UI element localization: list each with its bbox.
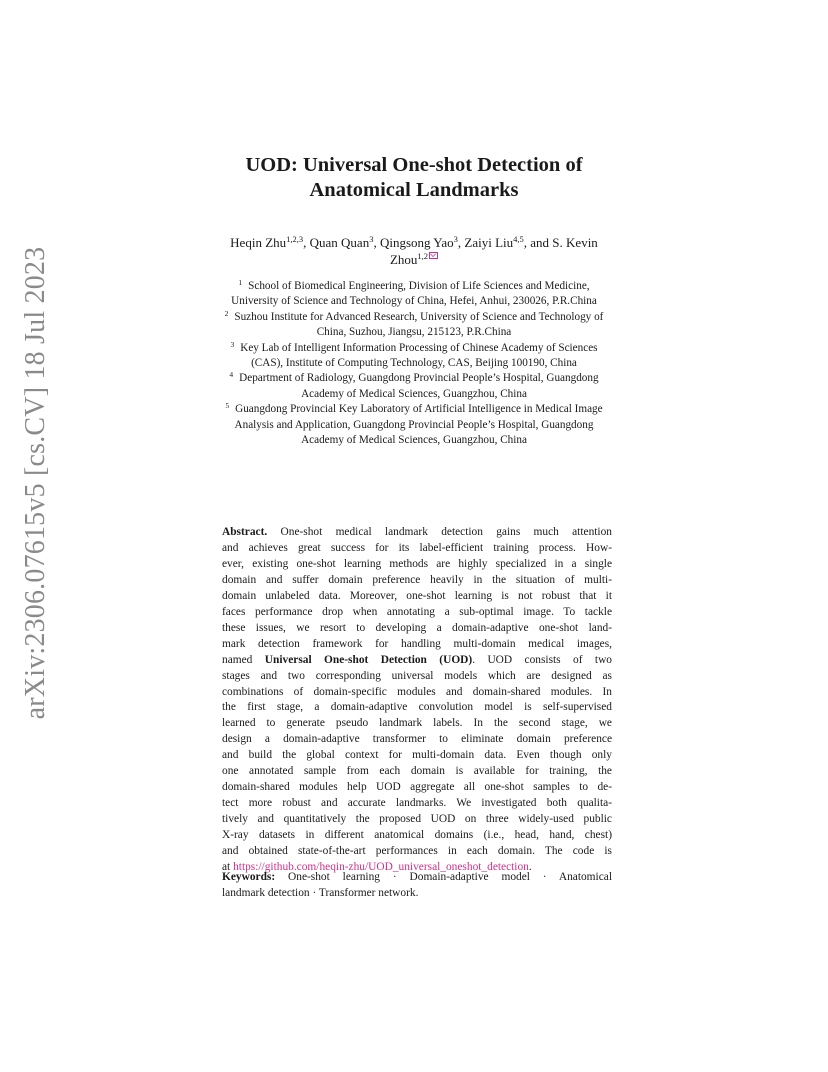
affiliation-line	[0, 279, 828, 294]
abstract-line: and achieves great success for its label-efficient training process. How-	[222, 541, 612, 554]
abstract-line: the first stage, a domain-adaptive convolution model is self-supervised	[222, 701, 612, 714]
affiliation-text: School of Biomedical Engineering, Division of Life Sciences and Medicine,	[248, 280, 590, 292]
abstract-line: one annotated sample from each domain is available for training, the	[222, 765, 612, 778]
abstract-line: tect more robust and accurate landmarks. We investigated both qualita-	[222, 797, 612, 810]
arxiv-side-stamp: arXiv:2306.07615v5 [cs.CV] 18 Jul 2023	[20, 246, 51, 720]
affiliation-line	[0, 371, 828, 386]
affiliations	[0, 279, 828, 448]
keywords-heading: Keywords:	[222, 871, 276, 883]
affiliation-line	[0, 341, 828, 356]
author-name: , and S. Kevin	[523, 235, 598, 250]
abstract-line: tively and quantitatively the proposed UOD on three widely-used public	[222, 813, 612, 826]
abstract-line: learned to generate pseudo landmark labels. In the second stage, we	[222, 717, 612, 730]
abstract-line	[222, 653, 612, 669]
affiliation-line	[0, 418, 828, 433]
affiliation-text: China, Suzhou, Jiangsu, 215123, P.R.China	[316, 326, 512, 339]
affiliation-text: Analysis and Application, Guangdong Provincial People’s Hospital, Guangdong	[234, 418, 594, 431]
abstract-line: faces performance drop when annotating a sub-optimal image. To tackle	[222, 605, 612, 618]
abstract-text: One-shot medical landmark detection gains much attention	[280, 526, 612, 538]
author-line-2	[0, 251, 828, 268]
affiliation-line	[0, 356, 828, 371]
keywords-line: landmark detection · Transformer network.	[222, 886, 419, 899]
abstract-line: domain and suffer domain preference heavily in the situation of multi-	[222, 573, 612, 586]
affiliation-number: 1	[238, 278, 243, 287]
affiliation-line	[0, 402, 828, 417]
affiliation-text: Guangdong Provincial Key Laboratory of Artificial Intelligence in Medical Image	[235, 403, 603, 416]
author-affil-sup: 3	[369, 234, 374, 244]
author-name: , Zaiyi Liu	[457, 235, 514, 250]
keywords-line	[222, 870, 612, 886]
affiliation-line	[0, 294, 828, 309]
code-link[interactable]: https://github.com/heqin-zhu/UOD_universal_oneshot_detection	[233, 861, 529, 874]
affiliation-number: 3	[230, 339, 235, 349]
author-name: Heqin Zhu	[230, 235, 287, 250]
author-affil-sup: 4,5	[513, 234, 524, 244]
abstract-text: . UOD consists of two	[472, 653, 612, 666]
affiliation-line	[0, 387, 828, 402]
affiliation-text: Suzhou Institute for Advanced Research, University of Science and Technology of	[234, 310, 604, 323]
author-name: , Qingsong Yao	[373, 235, 454, 250]
abstract-text: at	[222, 861, 234, 874]
author-line-1	[0, 234, 828, 251]
affiliation-text: Academy of Medical Sciences, Guangzhou, China	[301, 434, 527, 447]
abstract-line: stages and two corresponding universal models which are designed as	[222, 669, 612, 682]
affiliation-number: 5	[225, 401, 230, 411]
affiliation-line	[0, 433, 828, 448]
method-name: Universal One-shot Detection (UOD)	[264, 653, 473, 666]
abstract-line: combinations of domain-specific modules and domain-shared modules. In	[222, 685, 612, 698]
envelope-icon[interactable]	[429, 252, 438, 259]
author-affil-sup: 1,2	[417, 251, 429, 261]
affiliation-number: 4	[229, 370, 234, 380]
affiliation-text: Academy of Medical Sciences, Guangzhou, China	[301, 387, 527, 400]
affiliation-text: University of Science and Technology of China, Hefei, Anhui, 230026, P.R.China	[231, 295, 597, 308]
abstract-line: design a domain-adaptive transformer to eliminate domain preference	[222, 733, 612, 746]
abstract-line: domain-shared modules help UOD aggregate all one-shot samples to de-	[222, 781, 612, 794]
abstract-line: mark detection framework for handling multi-domain medical images,	[222, 637, 612, 650]
author-name: , Quan Quan	[303, 235, 370, 250]
abstract-line: and build the global context for multi-domain data. Even though only	[222, 749, 612, 762]
abstract-heading: Abstract.	[222, 526, 268, 538]
abstract-text: named	[222, 653, 265, 666]
affiliation-line	[0, 310, 828, 325]
title-line-1: UOD: Universal One-shot Detection of	[245, 154, 583, 176]
affiliation-text: Department of Radiology, Guangdong Provincial People’s Hospital, Guangdong	[239, 372, 599, 385]
abstract-line: and obtained state-of-the-art performances in each domain. The code is	[222, 845, 612, 858]
abstract-line: domain unlabeled data. Moreover, one-shot learning is not robust that it	[222, 589, 612, 602]
abstract-text: .	[528, 861, 532, 874]
keywords	[222, 870, 612, 902]
affiliation-text: (CAS), Institute of Computing Technology, CAS, Beijing 100190, China	[251, 357, 577, 370]
author-list	[0, 234, 828, 268]
abstract-line: these issues, we resort to developing a domain-adaptive one-shot land-	[222, 621, 612, 634]
affiliation-line	[0, 325, 828, 340]
affiliation-text: Key Lab of Intelligent Information Processing of Chinese Academy of Sciences	[240, 341, 598, 354]
author-affil-sup: 3	[453, 234, 458, 244]
author-affil-sup: 1,2,3	[286, 234, 304, 244]
abstract-line: ever, existing one-shot learning methods are highly specialized in a single	[222, 557, 612, 570]
abstract-line: X-ray datasets in different anatomical domains (i.e., head, hand, chest)	[222, 829, 612, 842]
abstract	[222, 525, 612, 876]
author-name: Zhou	[389, 252, 418, 267]
affiliation-number: 2	[224, 308, 229, 318]
abstract-line	[222, 525, 612, 541]
title-line-2: Anatomical Landmarks	[309, 179, 519, 201]
paper-title	[0, 153, 828, 203]
keywords-text: One-shot learning · Domain-adaptive model · Anatomical	[288, 871, 612, 883]
